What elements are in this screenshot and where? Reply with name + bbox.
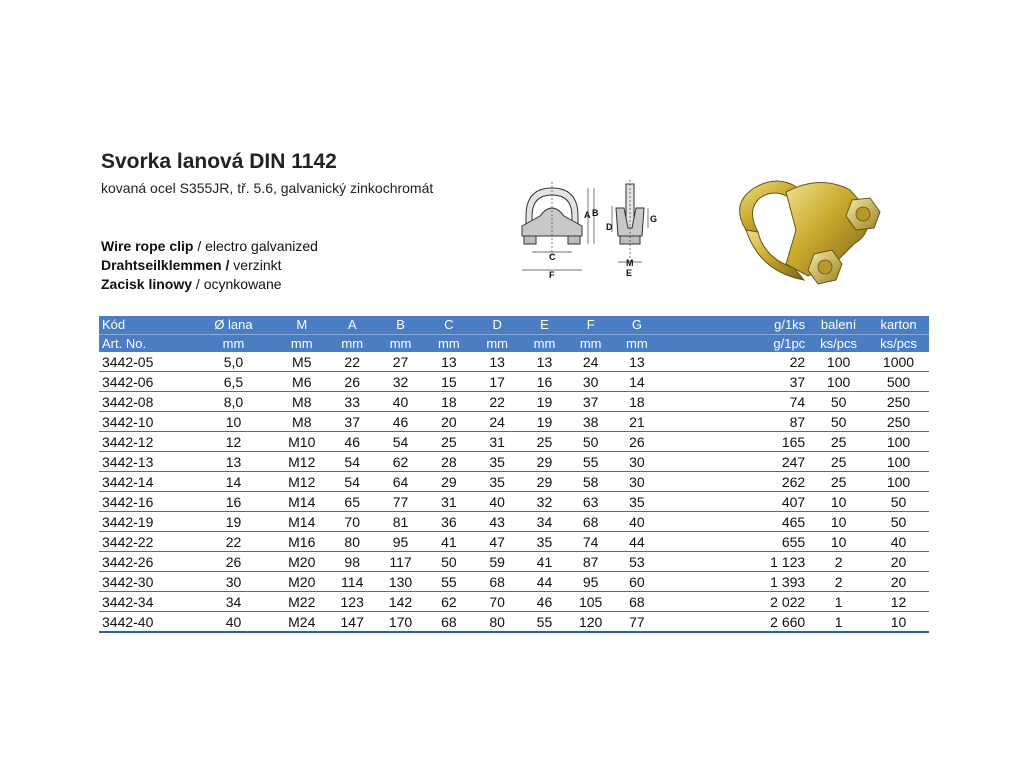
table-cell: 55: [521, 612, 567, 633]
table-cell: 100: [868, 452, 929, 472]
table-cell: 15: [425, 372, 473, 392]
table-cell: 68: [425, 612, 473, 633]
table-cell: 29: [521, 472, 567, 492]
table-cell: 3442-14: [99, 472, 191, 492]
table-cell: 32: [376, 372, 424, 392]
table-cell: 12: [191, 432, 275, 452]
table-cell: 120: [568, 612, 614, 633]
table-row: [99, 532, 929, 552]
table-cell: 54: [328, 452, 376, 472]
table-cell: 87: [568, 552, 614, 572]
table-cell: 50: [568, 432, 614, 452]
name-de: [101, 256, 318, 275]
table-cell: 6,5: [191, 372, 275, 392]
dim-label-g: G: [650, 214, 658, 224]
table-cell: M5: [276, 352, 329, 372]
table-cell: 10: [868, 612, 929, 633]
col-unit: mm: [521, 334, 567, 352]
name-en-rest: / electro galvanized: [193, 238, 318, 254]
table-cell: 16: [521, 372, 567, 392]
table-cell: 3442-19: [99, 512, 191, 532]
table-cell: 35: [473, 452, 521, 472]
table-cell: 247: [660, 452, 809, 472]
table-cell: 55: [568, 452, 614, 472]
table-cell: M8: [276, 412, 329, 432]
table-cell: 41: [521, 552, 567, 572]
table-cell: 19: [191, 512, 275, 532]
table-cell: 68: [614, 592, 660, 612]
dim-label-m: M: [626, 258, 634, 268]
table-cell: 123: [328, 592, 376, 612]
table-cell: 44: [521, 572, 567, 592]
table-cell: 100: [868, 432, 929, 452]
table-cell: 142: [376, 592, 424, 612]
col-header: D: [473, 316, 521, 334]
table-cell: 3442-40: [99, 612, 191, 633]
dim-label-e: E: [626, 268, 633, 278]
table-cell: 12: [868, 592, 929, 612]
table-cell: 8,0: [191, 392, 275, 412]
col-unit: ks/pcs: [868, 334, 929, 352]
table-cell: 44: [614, 532, 660, 552]
table-cell: 407: [660, 492, 809, 512]
table-row: [99, 392, 929, 412]
table-cell: 35: [521, 532, 567, 552]
table-cell: M8: [276, 392, 329, 412]
table-cell: 3442-12: [99, 432, 191, 452]
table-cell: M10: [276, 432, 329, 452]
table-cell: M22: [276, 592, 329, 612]
table-cell: 22: [191, 532, 275, 552]
table-cell: 22: [473, 392, 521, 412]
dim-label-a: A: [584, 210, 591, 220]
table-cell: 20: [425, 412, 473, 432]
table-cell: 95: [376, 532, 424, 552]
table-cell: 3442-34: [99, 592, 191, 612]
table-cell: 2: [809, 552, 868, 572]
col-header: M: [276, 316, 329, 334]
table-cell: 100: [809, 372, 868, 392]
table-cell: 3442-10: [99, 412, 191, 432]
table-cell: M20: [276, 572, 329, 592]
col-header: C: [425, 316, 473, 334]
table-cell: 24: [568, 352, 614, 372]
table-cell: 114: [328, 572, 376, 592]
col-header: Kód: [99, 316, 191, 334]
page-title: Svorka lanová DIN 1142: [101, 150, 337, 173]
table-cell: 25: [809, 432, 868, 452]
col-header: B: [376, 316, 424, 334]
table-cell: 22: [328, 352, 376, 372]
table-cell: 130: [376, 572, 424, 592]
table-cell: 40: [376, 392, 424, 412]
table-row: [99, 572, 929, 592]
table-cell: 74: [660, 392, 809, 412]
table-cell: 28: [425, 452, 473, 472]
table-cell: 64: [376, 472, 424, 492]
table-cell: 14: [614, 372, 660, 392]
col-header: G: [614, 316, 660, 334]
table-cell: 2 022: [660, 592, 809, 612]
table-cell: 2: [809, 572, 868, 592]
col-unit: g/1pc: [660, 334, 809, 352]
table-cell: 1: [809, 592, 868, 612]
page-subtitle: kovaná ocel S355JR, tř. 5.6, galvanický zinkochromát: [101, 180, 434, 196]
table-cell: 24: [473, 412, 521, 432]
header-row-1: [99, 316, 929, 334]
table-cell: 40: [614, 512, 660, 532]
table-cell: 26: [191, 552, 275, 572]
table-cell: 62: [376, 452, 424, 472]
table-cell: 22: [660, 352, 809, 372]
table-cell: 21: [614, 412, 660, 432]
col-unit: mm: [614, 334, 660, 352]
table-cell: 18: [614, 392, 660, 412]
table-cell: 36: [425, 512, 473, 532]
col-unit: mm: [425, 334, 473, 352]
table-cell: 74: [568, 532, 614, 552]
table-row: [99, 472, 929, 492]
table-cell: 40: [868, 532, 929, 552]
col-header: karton: [868, 316, 929, 334]
front-view-nut-right: [568, 236, 580, 244]
table-cell: 81: [376, 512, 424, 532]
table-cell: M14: [276, 492, 329, 512]
col-unit: mm: [473, 334, 521, 352]
table-cell: 1 123: [660, 552, 809, 572]
front-view-nut-left: [524, 236, 536, 244]
table-cell: 3442-30: [99, 572, 191, 592]
dim-label-d: D: [606, 222, 613, 232]
table-row: [99, 372, 929, 392]
table-cell: 5,0: [191, 352, 275, 372]
table-cell: 37: [660, 372, 809, 392]
table-cell: 117: [376, 552, 424, 572]
table-cell: 63: [568, 492, 614, 512]
table-cell: 53: [614, 552, 660, 572]
table-cell: 34: [521, 512, 567, 532]
table-cell: 80: [473, 612, 521, 633]
table-cell: 170: [376, 612, 424, 633]
col-unit: mm: [376, 334, 424, 352]
table-cell: 2 660: [660, 612, 809, 633]
table-cell: 40: [191, 612, 275, 633]
table-cell: 3442-13: [99, 452, 191, 472]
table-cell: 655: [660, 532, 809, 552]
table-cell: 87: [660, 412, 809, 432]
table-cell: 77: [376, 492, 424, 512]
table-cell: 54: [328, 472, 376, 492]
table-cell: 37: [328, 412, 376, 432]
table-cell: 43: [473, 512, 521, 532]
col-unit: Art. No.: [99, 334, 191, 352]
table-cell: 41: [425, 532, 473, 552]
col-unit: mm: [328, 334, 376, 352]
table-cell: 20: [868, 572, 929, 592]
table-cell: 165: [660, 432, 809, 452]
spec-table-header: [99, 316, 929, 352]
product-photo: [724, 168, 884, 298]
table-cell: 62: [425, 592, 473, 612]
dim-label-c: C: [549, 252, 556, 262]
table-cell: 33: [328, 392, 376, 412]
table-cell: 25: [425, 432, 473, 452]
table-cell: 35: [614, 492, 660, 512]
name-en-bold: Wire rope clip: [101, 238, 194, 254]
name-pl-rest: / ocynkowane: [192, 276, 282, 292]
table-cell: 18: [425, 392, 473, 412]
table-cell: 60: [614, 572, 660, 592]
table-cell: 70: [473, 592, 521, 612]
table-cell: M14: [276, 512, 329, 532]
table-row: [99, 492, 929, 512]
table-cell: M6: [276, 372, 329, 392]
name-pl-bold: Zacisk linowy: [101, 276, 193, 292]
dim-label-f: F: [549, 270, 555, 280]
col-header: F: [568, 316, 614, 334]
table-cell: 34: [191, 592, 275, 612]
name-de-rest: verzinkt: [229, 257, 282, 273]
table-row: [99, 452, 929, 472]
table-cell: 250: [868, 412, 929, 432]
table-row: [99, 512, 929, 532]
table-cell: 10: [191, 412, 275, 432]
technical-drawing: [518, 178, 660, 282]
table-cell: 30: [568, 372, 614, 392]
table-cell: 35: [473, 472, 521, 492]
table-cell: 13: [191, 452, 275, 472]
table-cell: 26: [614, 432, 660, 452]
col-header: Ø lana: [191, 316, 275, 334]
col-header: E: [521, 316, 567, 334]
table-cell: 68: [568, 512, 614, 532]
table-cell: 55: [425, 572, 473, 592]
table-row: [99, 592, 929, 612]
table-row: [99, 412, 929, 432]
name-de-bold: Drahtseilklemmen /: [101, 257, 230, 273]
table-cell: 1000: [868, 352, 929, 372]
table-cell: M20: [276, 552, 329, 572]
table-cell: 20: [868, 552, 929, 572]
table-cell: 25: [521, 432, 567, 452]
table-cell: 26: [328, 372, 376, 392]
table-cell: 37: [568, 392, 614, 412]
table-cell: 105: [568, 592, 614, 612]
table-cell: 3442-05: [99, 352, 191, 372]
table-cell: 46: [521, 592, 567, 612]
table-cell: 10: [809, 532, 868, 552]
table-cell: 98: [328, 552, 376, 572]
table-cell: M12: [276, 452, 329, 472]
table-cell: 3442-08: [99, 392, 191, 412]
table-cell: 16: [191, 492, 275, 512]
col-unit: mm: [568, 334, 614, 352]
spec-table: [99, 316, 929, 633]
table-cell: 500: [868, 372, 929, 392]
table-cell: 50: [868, 512, 929, 532]
table-cell: 100: [868, 472, 929, 492]
table-cell: 46: [328, 432, 376, 452]
col-unit: mm: [191, 334, 275, 352]
table-cell: 50: [809, 392, 868, 412]
table-cell: 59: [473, 552, 521, 572]
table-cell: 29: [425, 472, 473, 492]
table-cell: 27: [376, 352, 424, 372]
table-cell: 46: [376, 412, 424, 432]
table-cell: 32: [521, 492, 567, 512]
col-unit: mm: [276, 334, 329, 352]
table-cell: 50: [425, 552, 473, 572]
table-cell: 31: [425, 492, 473, 512]
table-cell: 68: [473, 572, 521, 592]
header-row-2: [99, 334, 929, 352]
table-row: [99, 552, 929, 572]
table-cell: 19: [521, 392, 567, 412]
table-cell: M12: [276, 472, 329, 492]
table-cell: 147: [328, 612, 376, 633]
table-cell: 50: [809, 412, 868, 432]
table-cell: 40: [473, 492, 521, 512]
table-row: [99, 352, 929, 372]
table-cell: M24: [276, 612, 329, 633]
table-cell: 262: [660, 472, 809, 492]
table-cell: 1: [809, 612, 868, 633]
table-cell: 3442-26: [99, 552, 191, 572]
table-cell: 13: [521, 352, 567, 372]
table-cell: 3442-16: [99, 492, 191, 512]
col-header: A: [328, 316, 376, 334]
table-cell: 13: [425, 352, 473, 372]
spec-table-body: [99, 352, 929, 632]
table-cell: 14: [191, 472, 275, 492]
col-unit: ks/pcs: [809, 334, 868, 352]
table-cell: 80: [328, 532, 376, 552]
table-cell: 17: [473, 372, 521, 392]
col-header: balení: [809, 316, 868, 334]
name-en: [101, 237, 318, 256]
table-cell: 47: [473, 532, 521, 552]
table-row: [99, 432, 929, 452]
table-cell: 10: [809, 492, 868, 512]
table-cell: 13: [473, 352, 521, 372]
table-cell: 77: [614, 612, 660, 633]
table-cell: 70: [328, 512, 376, 532]
table-cell: 30: [614, 472, 660, 492]
table-cell: 25: [809, 452, 868, 472]
dim-label-b: B: [592, 208, 599, 218]
table-cell: 250: [868, 392, 929, 412]
table-cell: 19: [521, 412, 567, 432]
table-cell: 3442-06: [99, 372, 191, 392]
table-cell: 31: [473, 432, 521, 452]
table-cell: 25: [809, 472, 868, 492]
name-pl: [101, 275, 318, 294]
table-cell: 3442-22: [99, 532, 191, 552]
table-cell: 10: [809, 512, 868, 532]
table-cell: M16: [276, 532, 329, 552]
table-cell: 65: [328, 492, 376, 512]
table-row: [99, 612, 929, 633]
table-cell: 1 393: [660, 572, 809, 592]
table-cell: 50: [868, 492, 929, 512]
table-cell: 100: [809, 352, 868, 372]
table-cell: 465: [660, 512, 809, 532]
product-names: [101, 237, 318, 294]
table-cell: 58: [568, 472, 614, 492]
table-cell: 29: [521, 452, 567, 472]
table-cell: 30: [614, 452, 660, 472]
table-cell: 30: [191, 572, 275, 592]
table-cell: 95: [568, 572, 614, 592]
table-cell: 38: [568, 412, 614, 432]
table-cell: 54: [376, 432, 424, 452]
col-header: g/1ks: [660, 316, 809, 334]
table-cell: 13: [614, 352, 660, 372]
